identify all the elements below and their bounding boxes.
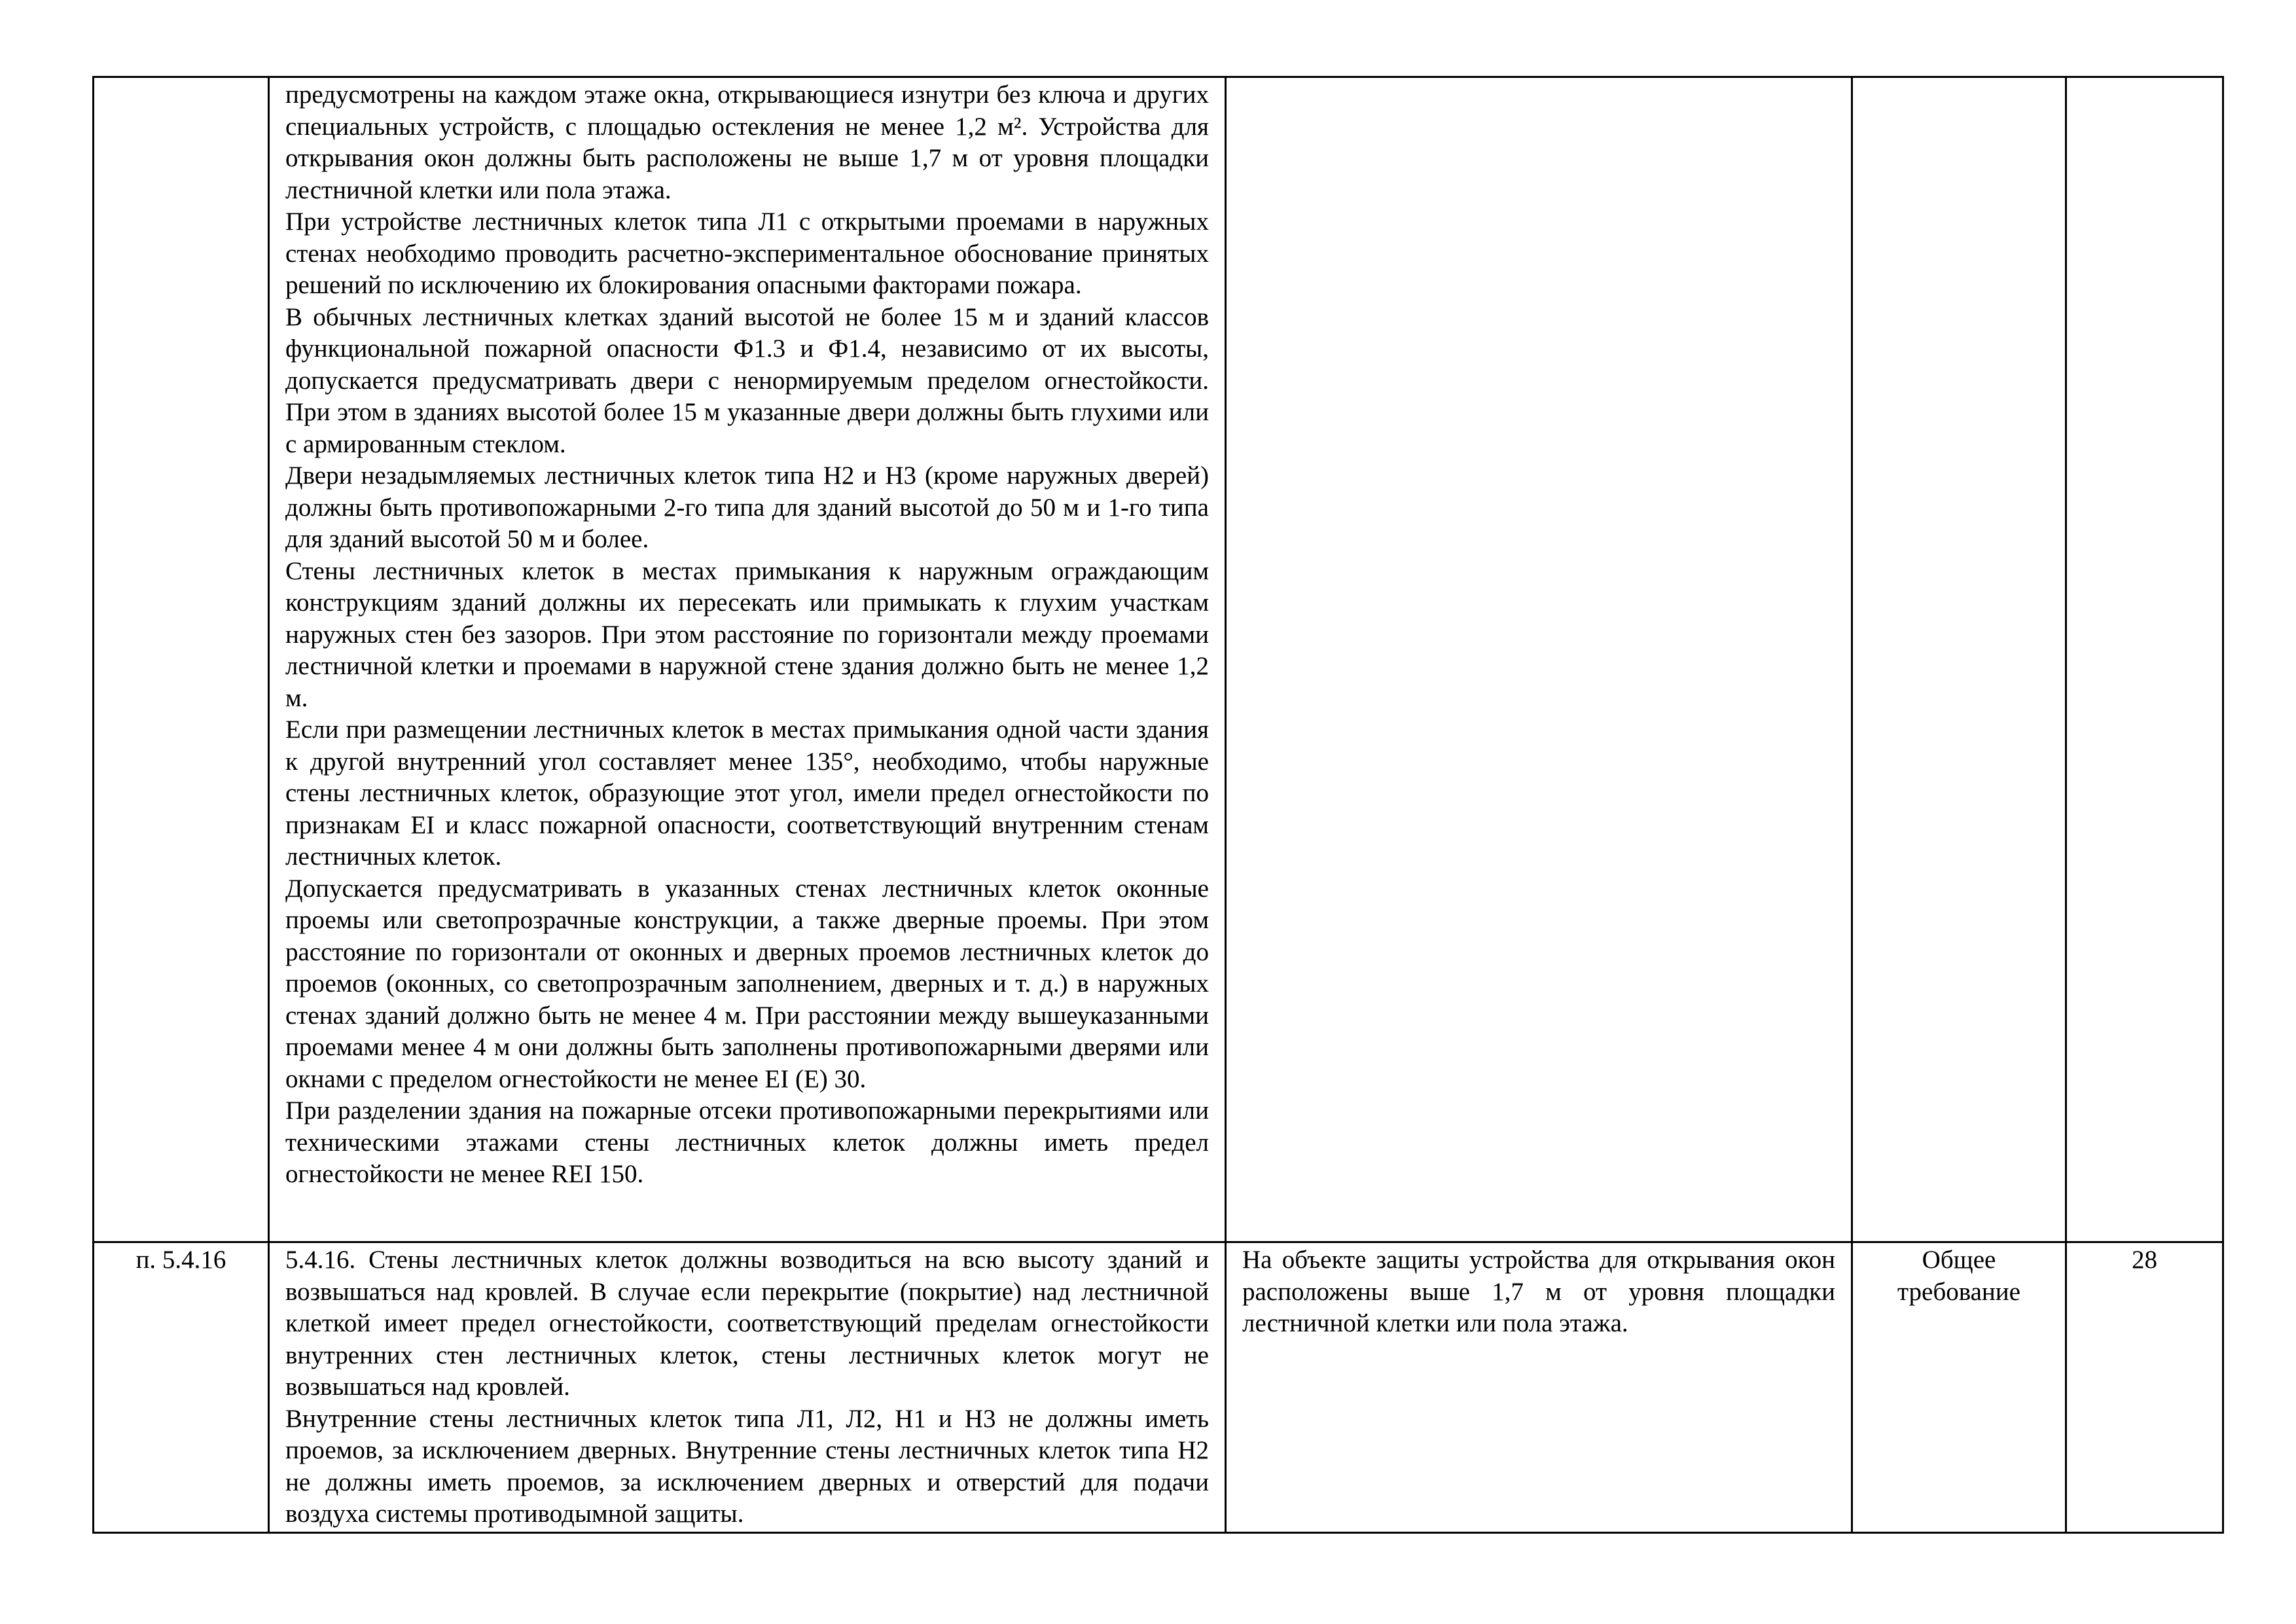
page-number-cell: 28: [2066, 1242, 2223, 1533]
requirement-paragraph: предусмотрены на каждом этаже окна, открывающиеся изнутри без ключа и других специальных устройств, с площадью остекления не менее 1,2 м². Устройства для открывания окон должны быть расположены не выше 1,7 м от уровня площадки лестничной клетки или пола этажа.: [285, 81, 1209, 204]
page-number-cell: [2066, 77, 2223, 1242]
table-row: [94, 77, 2223, 1242]
requirement-paragraph: Стены лестничных клеток в местах примыкания к наружным ограждающим конструкциям зданий должны их пересекать или примыкать к глухим участкам наружных стен без зазоров. При этом расстояние по горизонтали между проемами лестничной клетки и проемами в наружной стене здания должно быть не менее 1,2 м.: [285, 556, 1209, 712]
clause-ref-cell: [94, 77, 269, 1242]
requirement-text-cell: [269, 1242, 1226, 1533]
table-row: [94, 1242, 2223, 1533]
requirement-paragraph: В обычных лестничных клетках зданий высотой не более 15 м и зданий классов функциональной пожарной опасности Ф1.3 и Ф1.4, независимо от их высоты, допускается предусматривать двери с ненормируемым пределом огнестойкости. При этом в зданиях высотой более 15 м указанные двери должны быть глухими или с армированным стеклом.: [285, 302, 1209, 458]
requirement-paragraph: Допускается предусматривать в указанных стенах лестничных клеток оконные проемы или светопрозрачные конструкции, а также дверные проемы. При этом расстояние по горизонтали от оконных и дверных проемов лестничных клеток до проемов (оконных, со светопрозрачным заполнением, дверных и т. д.) в наружных стенах зданий должно быть не менее 4 м. При расстоянии между вышеуказанными проемами менее 4 м они должны быть заполнены противопожарными дверями или окнами с пределом огнестойкости не менее EI (Е) 30.: [285, 874, 1209, 1093]
requirement-paragraph: Внутренние стены лестничных клеток типа Л1, Л2, Н1 и Н3 не должны иметь проемов, за исключением дверных. Внутренние стены лестничных клеток типа Н2 не должны иметь проемов, за исключением дверных и отверстий для подачи воздуха системы противодымной защиты.: [285, 1404, 1209, 1528]
requirement-paragraph: При разделении здания на пожарные отсеки противопожарными перекрытиями или техническими этажами стены лестничных клеток должны иметь предел огнестойкости не менее REI 150.: [285, 1096, 1209, 1188]
requirements-table: [92, 76, 2224, 1534]
violation-finding-cell: [1226, 77, 1852, 1242]
clause-ref-cell: п. 5.4.16: [94, 1242, 269, 1533]
requirement-kind-cell: [1852, 77, 2066, 1242]
requirement-paragraph: 5.4.16. Стены лестничных клеток должны возводиться на всю высоту зданий и возвышаться над кровлей. В случае если перекрытие (покрытие) над лестничной клеткой имеет предел огнестойкости, соответствующий пределам огнестойкости внутренних стен лестничных клеток, стены лестничных клеток могут не возвышаться над кровлей.: [285, 1246, 1209, 1401]
violation-finding-cell: На объекте защиты устройства для открывания окон расположены выше 1,7 м от уровня площадки лестничной клетки или пола этажа.: [1226, 1242, 1852, 1533]
requirement-paragraph: Если при размещении лестничных клеток в местах примыкания одной части здания к другой внутренний угол составляет менее 135°, необходимо, чтобы наружные стены лестничных клеток, образующие этот угол, имели предел огнестойкости по признакам EI и класс пожарной опасности, соответствующий внутренним стенам лестничных клеток.: [285, 715, 1209, 871]
requirement-paragraph: При устройстве лестничных клеток типа Л1 с открытыми проемами в наружных стенах необходимо проводить расчетно-экспериментальное обоснование принятых решений по исключению их блокирования опасными факторами пожара.: [285, 208, 1209, 299]
requirement-text-cell: [269, 77, 1226, 1242]
requirement-paragraph: Двери незадымляемых лестничных клеток типа Н2 и Н3 (кроме наружных дверей) должны быть противопожарными 2-го типа для зданий высотой до 50 м и 1-го типа для зданий высотой 50 м и более.: [285, 461, 1209, 553]
requirement-kind-cell: Общее требование: [1852, 1242, 2066, 1533]
